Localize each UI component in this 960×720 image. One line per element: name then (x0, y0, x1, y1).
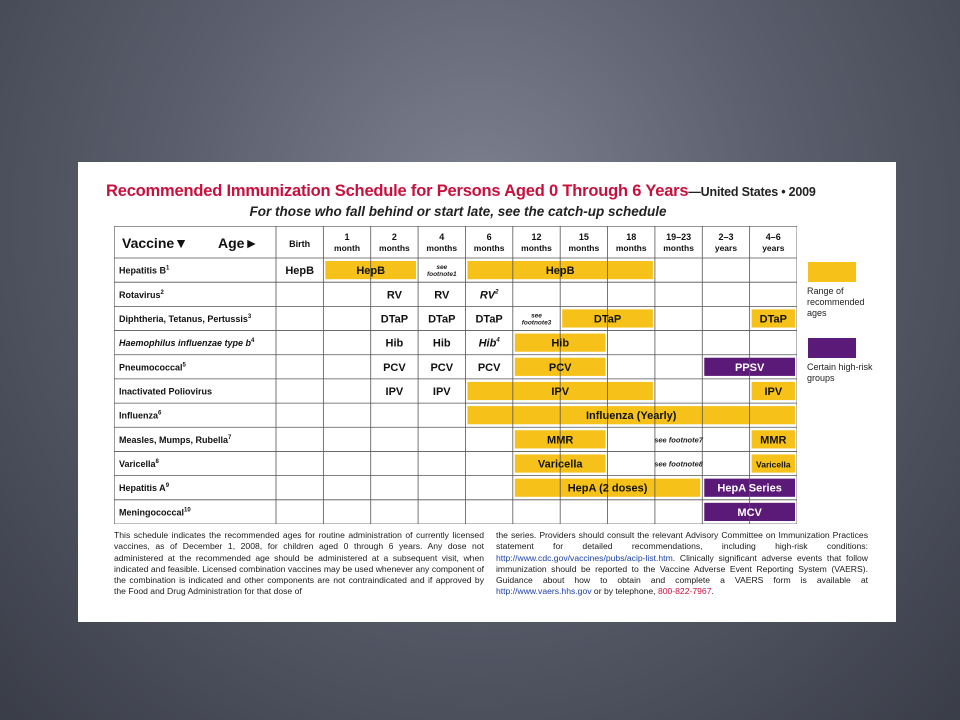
title-main: Recommended Immunization Schedule for Persons Aged 0 Through 6 Years (106, 182, 689, 200)
vaccine-footnote-ref: 7 (228, 434, 232, 441)
vaccine-name-7: Measles, Mumps, Rubella$^7$ (119, 434, 232, 445)
schedule-label-ipv: IPV (385, 386, 404, 398)
schedule-label-ipv: IPV (764, 386, 783, 398)
schedule-label-hib: Hib (385, 337, 404, 350)
header-vaccine-label: Vaccine▼ (122, 235, 189, 251)
schedule-label-hepb: HepB (285, 265, 315, 278)
schedule-label-pcv: PCV (548, 361, 572, 374)
footnote-right-text-2: . Clinically significant adverse events that follow immunization should be reported to the Vaccine Adverse Event Reporting System (VAERS). Guidance about how to obtain and complete a VAERS form is available at (496, 552, 868, 586)
schedule-label-rv: $RV^2$ (479, 289, 499, 302)
age-header-unit-8: months (663, 243, 694, 253)
vaccine-name-8: Varicella$^8$ (119, 459, 159, 470)
vaccine-footnote-ref: 6 (158, 410, 162, 417)
schedule-label-mmr: MMR (760, 434, 787, 447)
age-header-unit-5: months (521, 243, 552, 253)
vaers-phone: 800-822-7967 (657, 586, 712, 597)
schedule-label-hib: Hib (432, 337, 451, 350)
schedule-label-hepa-series: HepA Series (717, 482, 782, 495)
age-header-unit-6: months (568, 243, 600, 253)
age-header-9: 2–3 (718, 232, 734, 242)
vaccine-footnote-ref: 1 (166, 265, 170, 272)
schedule-label-see-footnote7: see footnote7 (654, 435, 703, 445)
schedule-label-varicella: Varicella (537, 458, 583, 471)
footnote-right-text-4: . (711, 586, 714, 597)
schedule-label-see-footnote3-2: footnote3 (521, 319, 552, 327)
vaccine-name-4: Pneumococcal$^5$ (119, 362, 186, 373)
schedule-label-pcv: PCV (477, 361, 501, 374)
vaccine-name-0: Hepatitis $B^1$ (119, 265, 170, 276)
age-header-0: Birth (289, 239, 311, 249)
schedule-label-see-footnote1-2: footnote1 (426, 271, 457, 279)
age-header-5: 12 (531, 232, 542, 242)
vaccine-name-2: Diphtheria, Tetanus, Pertussis$^3$ (119, 313, 252, 324)
age-header-10: 4–6 (765, 232, 781, 242)
schedule-label-see-footnote8: see footnote8 (654, 459, 703, 469)
title-suffix: —United States • 2009 (688, 185, 816, 199)
age-header-unit-3: months (426, 243, 458, 253)
vaers-link[interactable]: http://www.vaers.hhs.gov (496, 586, 592, 597)
vaccine-footnote-ref: 5 (182, 362, 186, 369)
schedule-label-dtap: DTaP (380, 313, 409, 326)
age-header-unit-7: months (615, 243, 647, 253)
legend-highrisk-swatch (808, 338, 856, 358)
schedule-footnote-ref: 4 (496, 337, 500, 344)
schedule-label-see-footnote3: see (531, 312, 542, 320)
age-header-unit-9: years (714, 243, 738, 253)
schedule-label-rv: RV (434, 289, 450, 302)
schedule-label-ipv: IPV (432, 386, 451, 398)
header-age-label: Age► (218, 235, 259, 251)
age-header-3: 4 (439, 232, 445, 242)
schedule-label-dtap: DTaP (759, 313, 787, 326)
schedule-label-influenza-yearly-: Influenza (Yearly) (585, 410, 677, 423)
schedule-label-dtap: DTaP (428, 313, 456, 326)
schedule-label-hepa-2-doses-: HepA (2 doses) (567, 482, 648, 495)
vaccine-name-3: Haemophilus influenzae type $b^4$ (119, 338, 255, 349)
schedule-title (106, 182, 886, 201)
schedule-label-varicella: Varicella (756, 459, 791, 470)
schedule-label-rv: RV (386, 289, 402, 302)
vaccine-name-6: Influenza$^6$ (119, 410, 162, 421)
schedule-label-hepb: HepB (545, 265, 575, 278)
vaccine-footnote-ref: 8 (155, 459, 159, 466)
schedule-card (78, 162, 896, 622)
vaccine-footnote-ref: 9 (165, 483, 170, 490)
footnote-right-text-3: or by telephone, (591, 586, 658, 597)
age-header-8: 19–23 (666, 232, 692, 242)
footnote-left: This schedule indicates the recommended ages for routine administration of currently licensed vaccines, as of December 1, 2008, for children aged 0 through 6 years. Any dose not administered at the recommended age should be administered at a subsequent visit, when indicated and feasible. Licensed combination vaccines may be used whenever any component of the combination is indicated and other components are not contraindicated and if approved by the Food and Drug Administration for that dose of (114, 530, 484, 597)
acip-link[interactable]: http://www.cdc.gov/vaccines/pubs/acip-list.htm (496, 552, 673, 563)
schedule-label-see-footnote1: see (436, 264, 448, 272)
schedule-label-ppsv: PPSV (734, 361, 765, 374)
legend-range-label: Range of recommended ages (807, 286, 865, 318)
legend-highrisk-label: Certain high-risk groups (807, 362, 873, 383)
legend-range-swatch (808, 262, 856, 282)
age-header-unit-10: years (762, 243, 785, 253)
schedule-label-ipv: IPV (551, 386, 570, 398)
schedule-label-dtap: DTaP (475, 313, 503, 326)
age-header-6: 15 (578, 232, 589, 242)
schedule-table (114, 226, 797, 524)
schedule-label-pcv: PCV (383, 361, 406, 374)
vaccine-name-5: Inactivated Poliovirus (119, 386, 213, 397)
schedule-label-hib: Hib (551, 337, 570, 350)
vaccine-footnote-ref: 4 (251, 338, 255, 345)
schedule-label-hepb: HepB (356, 265, 386, 278)
vaccine-footnote-ref: 10 (184, 507, 191, 514)
schedule-label-mmr: MMR (547, 434, 574, 447)
schedule-label-mcv: MCV (737, 506, 762, 519)
schedule-footnote-ref: 2 (495, 289, 499, 296)
footnote-right-text-1: the series. Providers should consult the relevant Advisory Committee on Immunization Practices statement for detailed recommendations, including high-risk conditions: (496, 530, 868, 552)
schedule-label-pcv: PCV (430, 361, 454, 374)
age-header-unit-2: months (379, 243, 410, 253)
age-header-7: 18 (626, 232, 637, 242)
schedule-subtitle: For those who fall behind or start late, see the catch-up schedule (249, 204, 667, 219)
age-header-1: 1 (344, 232, 350, 242)
age-header-unit-4: months (473, 243, 505, 253)
schedule-label-hib: Hib$^4$ (478, 337, 500, 350)
vaccine-footnote-ref: 3 (247, 313, 252, 320)
vaccine-name-10: Meningococcal$^{10}$ (119, 507, 191, 518)
schedule-label-dtap: DTaP (593, 313, 622, 326)
footnote-right (496, 530, 868, 598)
age-header-4: 6 (486, 232, 492, 242)
age-header-2: 2 (391, 232, 397, 242)
vaccine-footnote-ref: 2 (160, 289, 164, 296)
age-header-unit-1: month (334, 243, 361, 253)
vaccine-name-1: Rotavirus$^2$ (119, 289, 164, 300)
vaccine-name-9: Hepatitis $A^9$ (119, 483, 170, 494)
